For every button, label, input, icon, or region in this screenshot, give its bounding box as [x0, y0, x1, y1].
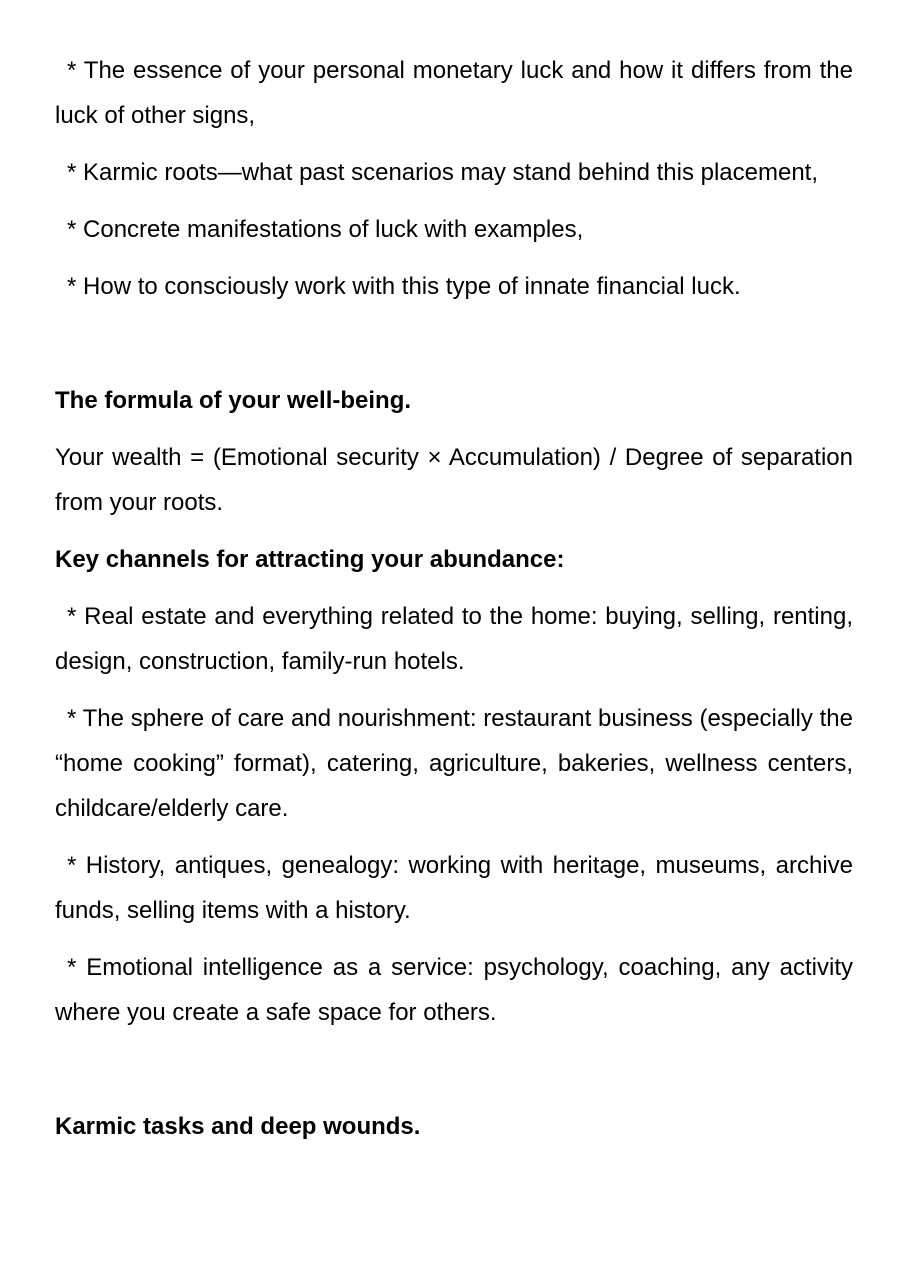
section-spacer [55, 321, 853, 378]
channels-heading: Key channels for attracting your abundance: [55, 546, 565, 573]
intro-bullet-1: * The essence of your personal monetary luck and how it differs from the luck of other signs, [55, 57, 853, 129]
intro-bullet-4: * How to consciously work with this type of innate financial luck. [67, 273, 741, 300]
formula-text: Your wealth = (Emotional security × Accumulation) / Degree of separation from your roots. [55, 444, 853, 516]
channel-bullet-1: * Real estate and everything related to the home: buying, selling, renting, design, construction, family-run hotels. [55, 603, 853, 675]
karmic-heading: Karmic tasks and deep wounds. [55, 1113, 421, 1140]
document-page [55, 48, 853, 1161]
section-spacer [55, 1047, 853, 1104]
channel-bullet-2: * The sphere of care and nourishment: restaurant business (especially the “home cooking” format), catering, agriculture, bakeries, wellness centers, childcare/elderly care. [55, 705, 853, 822]
channel-bullet-3: * History, antiques, genealogy: working with heritage, museums, archive funds, selling items with a history. [55, 852, 853, 924]
intro-bullet-3: * Concrete manifestations of luck with examples, [67, 216, 584, 243]
channel-bullet-4: * Emotional intelligence as a service: psychology, coaching, any activity where you create a safe space for others. [55, 954, 853, 1026]
formula-heading: The formula of your well-being. [55, 387, 412, 414]
intro-bullet-2: * Karmic roots—what past scenarios may stand behind this placement, [67, 159, 819, 186]
